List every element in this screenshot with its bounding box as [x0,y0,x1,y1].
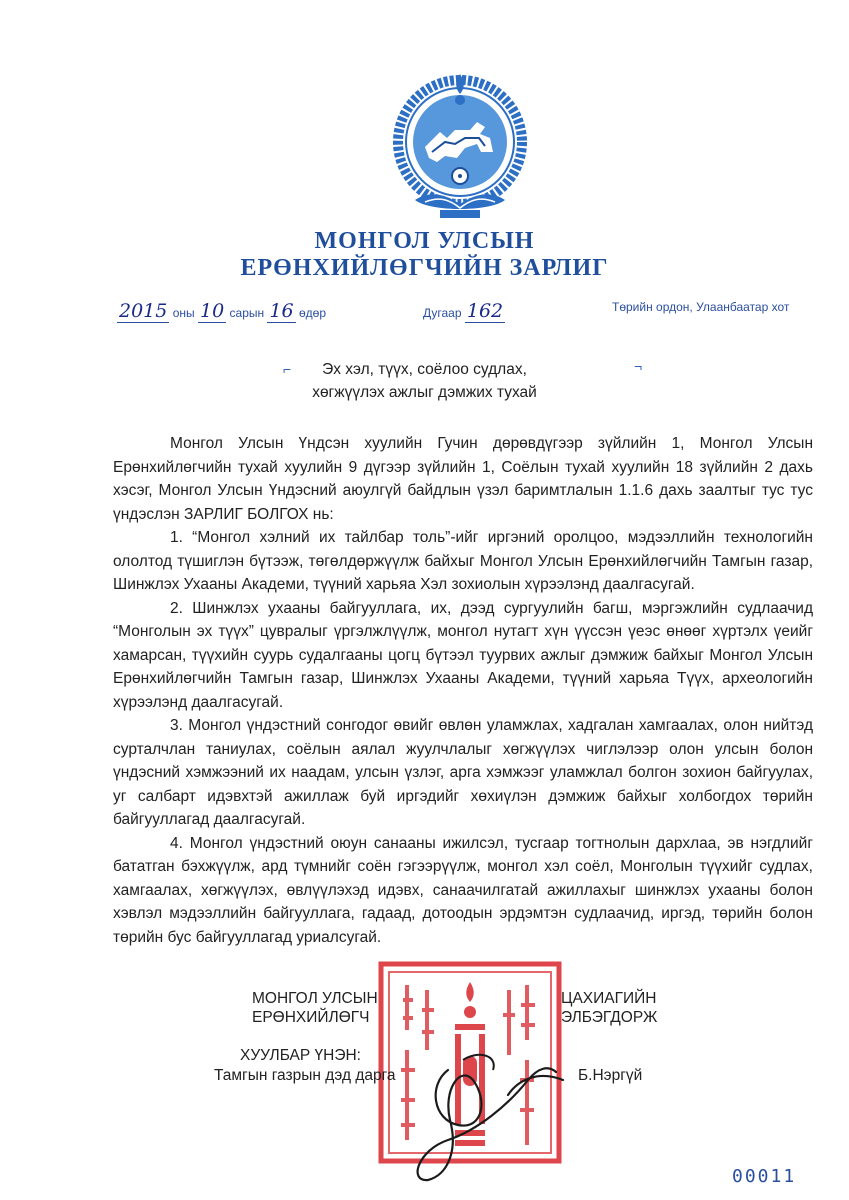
number-value: 162 [466,300,504,322]
date-year-suffix: оны [172,306,195,320]
signer-name-line2: ЭЛБЭГДОРЖ [561,1009,658,1026]
date-month-suffix: сарын [229,306,265,320]
body-item-2: 2. Шинжлэх ухааны байгууллага, их, дээд сургуулийн багш, мэргэжлийн судлаачид “Монголын эх түүх” цувралыг үргэлжлүүлж, монгол нутагт хүн үүссэн үеэс өнөөг хүртэлх үеийг хамарсан, түүхийн суурь судалгааны цогц бүтээл туурвих ажлыг дэмжиж байхыг Монгол Улсын Ерөнхийлөгчийн Тамгын газар, Шинжлэх Ухааны Академи, түүний харьяа Түүх, археологийн хүрээлэнд даалгасугай. [113,599,813,711]
subject-line2: хөгжүүлэх ажлыг дэмжих тухай [312,384,537,401]
number-label: Дугаар [423,306,462,320]
handwritten-signature [388,1010,588,1185]
decree-body [113,432,813,949]
body-item-4: 4. Монгол үндэстний оюун санааны ижилсэл, тусгаар тогтнолын дархлаа, эв нэгдлийг бататган бэхжүүлж, ард түмнийг соён гэгээрүүлж, монгол хэл соёл, Монголын түүхийг судлах, хамгаалах, хөгжүүлэх, өвлүүлэхэд идэвх, санаачилгатай ажиллахыг шинжлэх ухааны болон хэвлэл мэдээллийн байгууллага, гадаад, дотоодын эрдэмтэн судлаачид, иргэд, төрийн болон төрийн бус байгууллагад уриалсугай. [113,834,813,946]
copy-certification-label: ХУУЛБАР ҮНЭН: [240,1047,361,1064]
signer-title [252,989,378,1027]
date-day: 16 [269,300,294,322]
signer-title-line2: ЕРӨНХИЙЛӨГЧ [252,1009,370,1026]
signer-name-line1: ЦАХИАГИЙН [561,990,657,1007]
signer-name [561,989,657,1027]
document-serial-number: 00011 [732,1166,797,1187]
title-line2: ЕРӨНХИЙЛӨГЧИЙН ЗАРЛИГ [240,255,609,281]
date-year: 2015 [119,300,168,322]
date-month: 10 [199,300,225,322]
subject-bracket-right: ¬ [634,358,643,374]
decree-subject [0,358,849,404]
subject-bracket-left: ⌐ [283,361,292,377]
signer-title-line1: МОНГОЛ УЛСЫН [252,990,378,1007]
decree-number [423,300,505,322]
body-item-3: 3. Монгол үндэстний сонгодог өвийг өвлөн уламжлах, хадгалан хамгаалах, олон нийтэд сурталчлан таниулах, соёлын аялал жуулчлалыг хөгжүүлэх чиглэлээр олон улсын болон үндэсний хэмжээний их наадам, улсын үзлэг, арга хэмжээг уламжлал болгон зохион байгуулах, уг салбарт идэвхтэй ажиллаж буй иргэдийг хөхиүлэн дэмжиж байхыг холбогдох төрийн байгууллагад даалгасугай. [113,717,813,828]
copy-certifier-name: Б.Нэргүй [578,1067,643,1084]
subject-line1: Эх хэл, түүх, соёлоо судлах, [322,361,527,378]
date-field [117,300,326,322]
title-line1: МОНГОЛ УЛСЫН [314,228,535,254]
body-item-1: 1. “Монгол хэлний их тайлбар толь”-ийг иргэний оролцоо, мэдээллийн технологийн ололтод түшиглэн бүтээж, төгөлдөржүүлж байхыг Монгол Улсын Ерөнхийлөгчийн Тамгын газар, Шинжлэх Ухааны Академи, түүний харьяа Хэл зохиолын хүрээлэнд даалгасугай. [113,529,813,593]
body-intro: Монгол Улсын Үндсэн хуулийн Гучин дөрөвдүгээр зүйлийн 1, Монгол Улсын Ерөнхийлөгчийн тухай хуулийн 9 дүгээр зүйлийн 1, Соёлын тухай хуулийн 18 зүйлийн 2 дахь хэсэг, Монгол Улсын Үндэсний аюулгүй байдлын үзэл баримтлалын 1.1.6 дахь заалтыг тус тус үндэслэн ЗАРЛИГ БОЛГОХ нь: [113,435,813,523]
copy-certifier-title: Тамгын газрын дэд дарга [214,1067,396,1084]
state-emblem [385,72,535,232]
date-day-suffix: өдөр [299,306,327,320]
place-label: Төрийн ордон, Улаанбаатар хот [612,300,790,314]
